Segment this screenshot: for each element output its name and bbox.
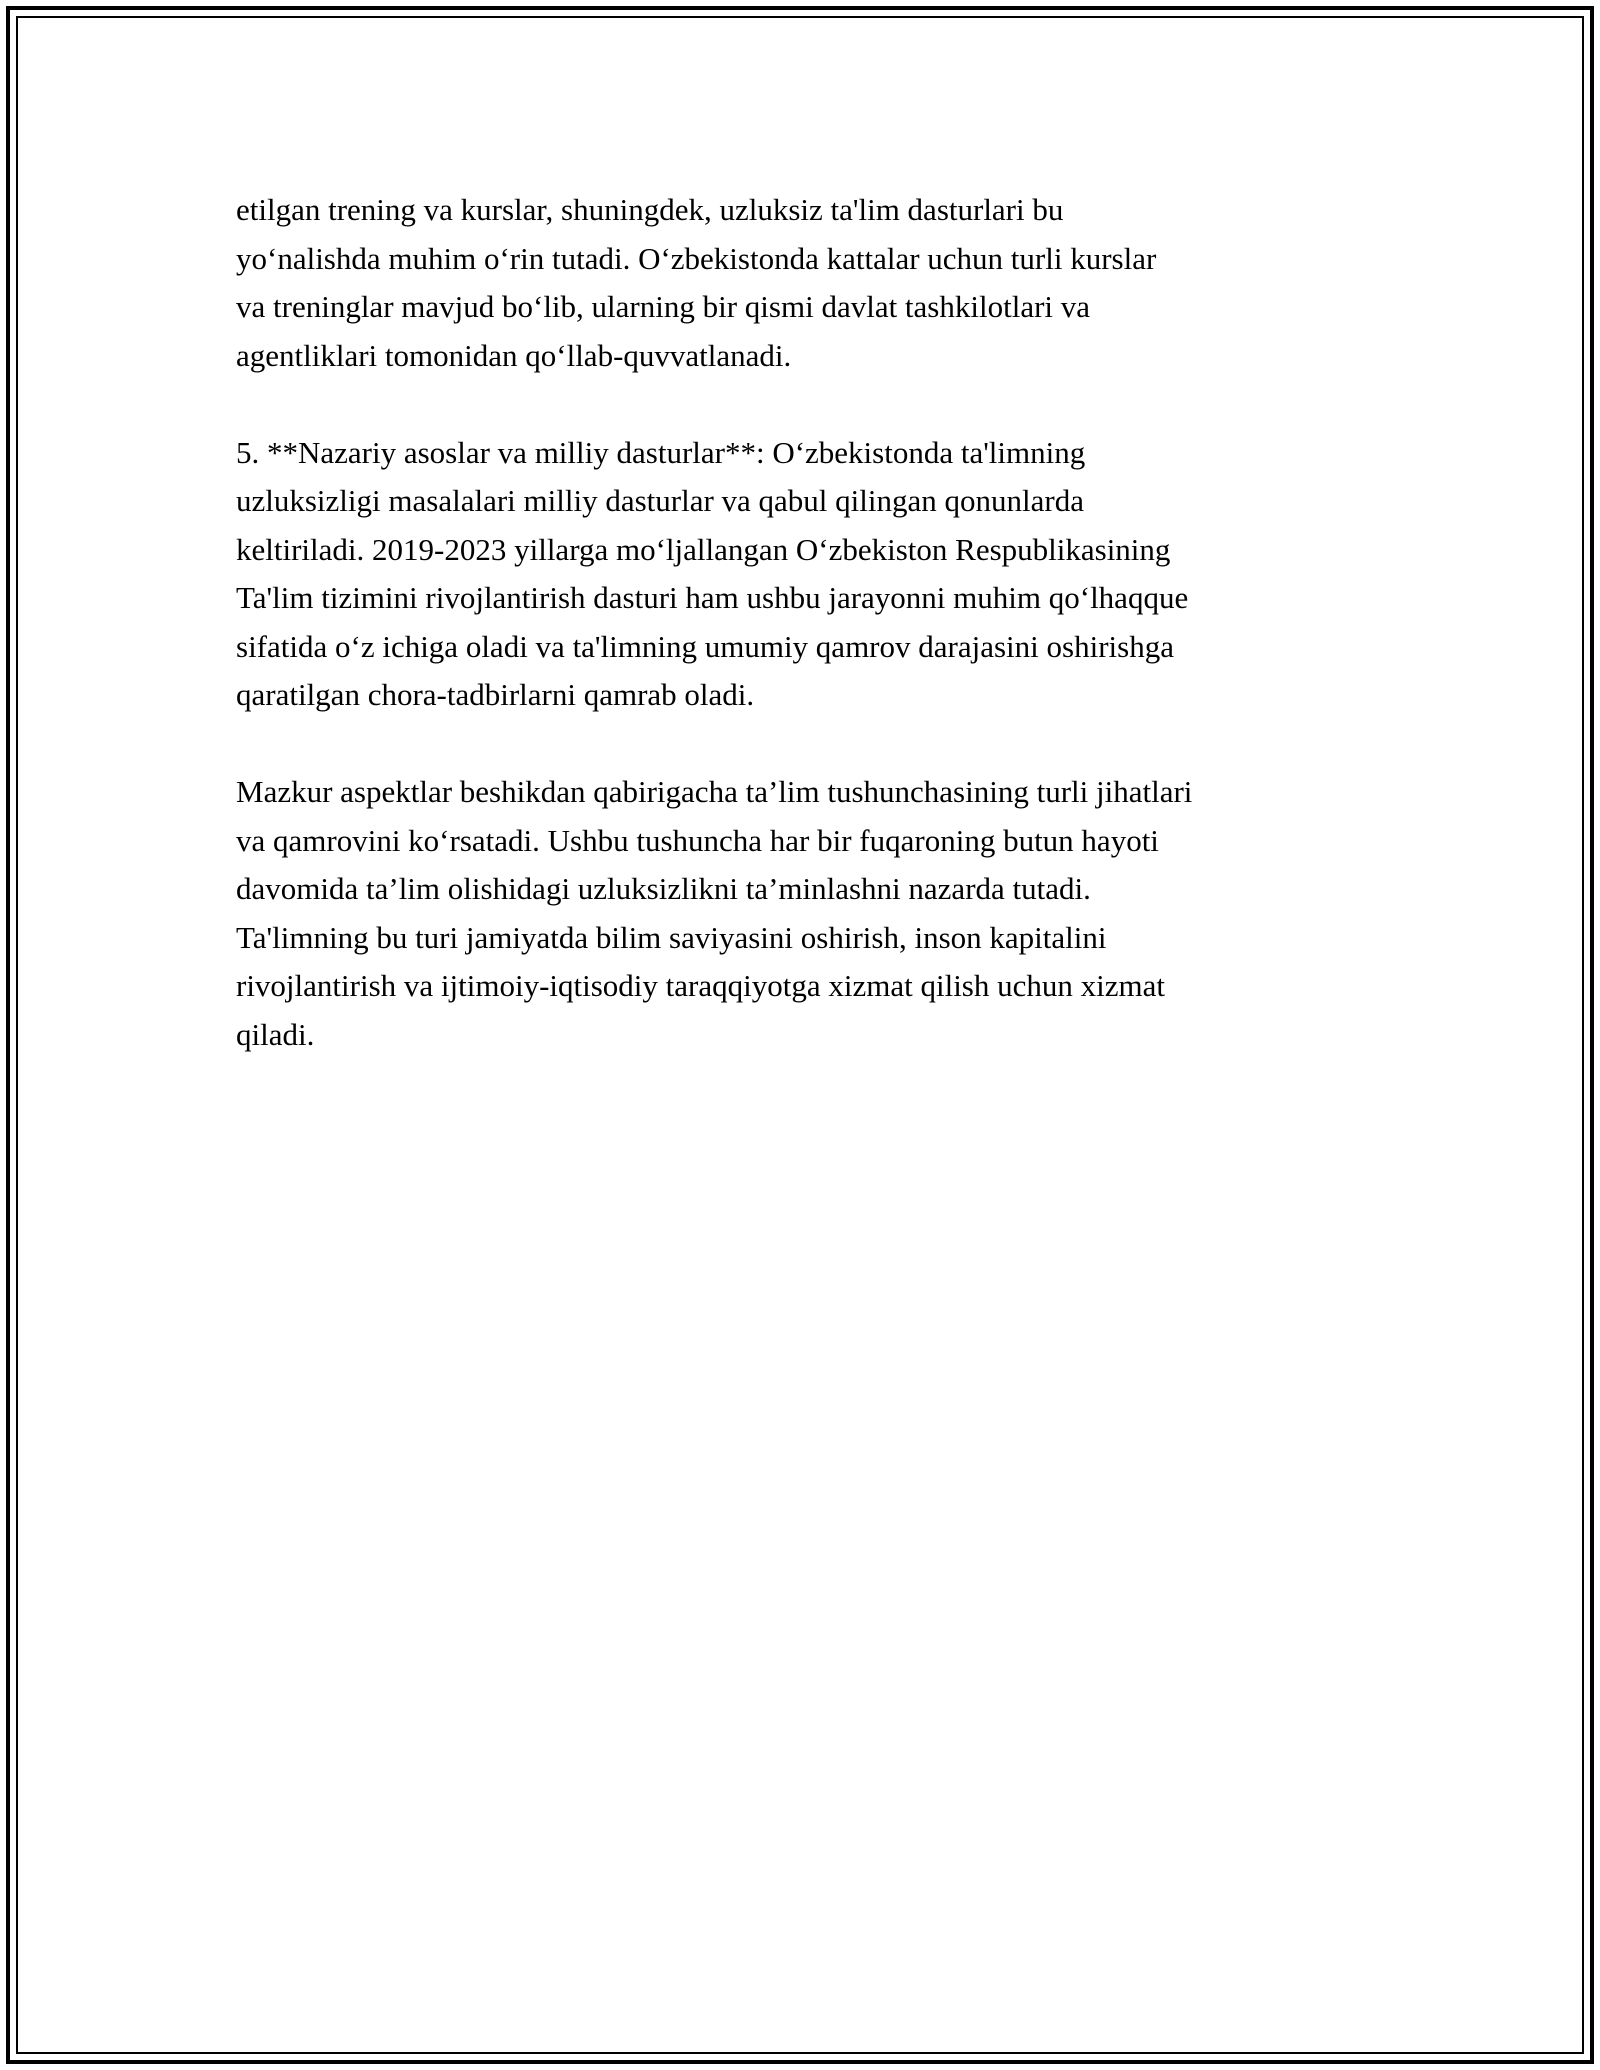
document-body: [236, 186, 1386, 1108]
paragraph-conclusion: Mazkur aspektlar beshikdan qabirigacha ta’lim tushunchasining turli jihatlari va qamrovini ko‘rsatadi. Ushbu tushuncha har bir fuqaroning butun hayoti davomida ta’lim olishidagi uzluksizlikni ta’minlashni nazarda tutadi. Ta'limning bu turi jamiyatda bilim saviyasini oshirish, inson kapitalini rivojlantirish va ijtimoiy-iqtisodiy taraqqiyotga xizmat qilish uchun xizmat qiladi.: [236, 774, 1193, 1052]
paragraph-courses: etilgan trening va kurslar, shuningdek, uzluksiz ta'lim dasturlari bu yo‘nalishda muhim o‘rin tutadi. O‘zbekistonda kattalar uchun turli kurslar va treninglar mavjud bo‘lib, ularning bir qismi davlat tashkilotlari va agentliklari tomonidan qo‘llab-quvvatlanadi.: [236, 192, 1157, 373]
paragraph-national-programs: 5. **Nazariy asoslar va milliy dasturlar**: O‘zbekistonda ta'limning uzluksizligi masalalari milliy dasturlar va qabul qilingan qonunlarda keltiriladi. 2019-2023 yillarga mo‘ljallangan O‘zbekiston Respublikasining Ta'lim tizimini rivojlantirish dasturi ham ushbu jarayonni muhim qo‘lhaqque sifatida o‘z ichiga oladi va ta'limning umumiy qamrov darajasini oshirishga qaratilgan chora-tadbirlarni qamrab oladi.: [236, 434, 1189, 712]
